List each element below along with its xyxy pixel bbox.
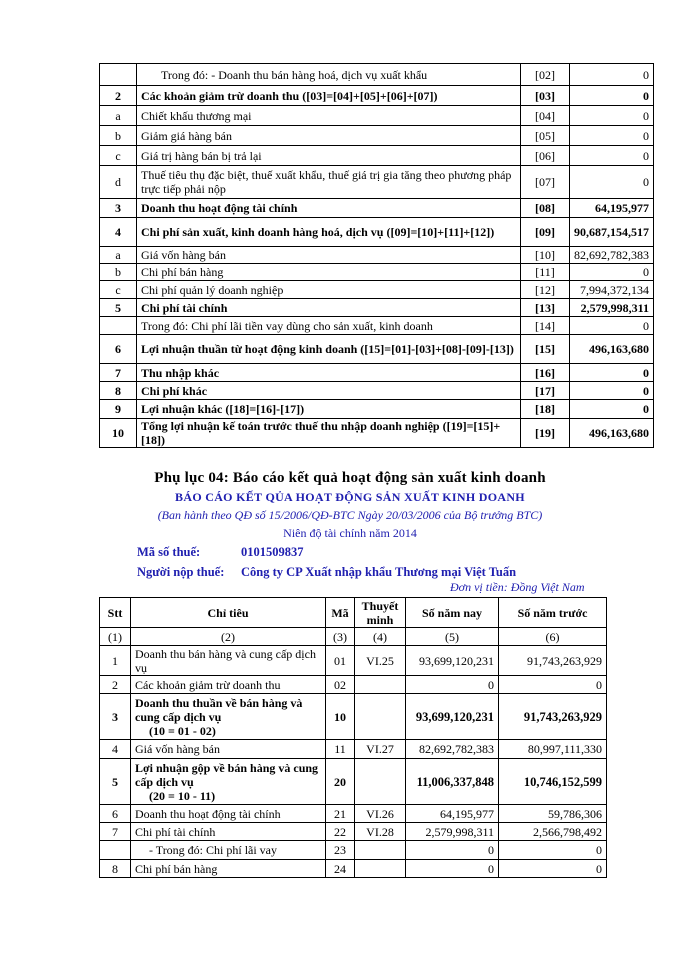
- row-code: [18]: [521, 400, 570, 419]
- row-note: [355, 694, 406, 740]
- row-description: Chi phí sản xuất, kinh doanh hàng hoá, dịch vụ ([09]=[10]+[11]+[12]): [137, 218, 521, 247]
- row-code: [05]: [521, 126, 570, 146]
- header-code: Mã: [326, 598, 355, 628]
- row-note: VI.26: [355, 805, 406, 823]
- table-row: [100, 694, 607, 740]
- row-code: [03]: [521, 86, 570, 106]
- row-description: Giá vốn hàng bán: [137, 247, 521, 264]
- row-number: [100, 64, 137, 86]
- currency-unit: Đơn vị tiền: Đồng Việt Nam: [450, 580, 585, 594]
- row-value: 0: [570, 166, 654, 199]
- row-item: [131, 694, 326, 740]
- index-code: (3): [326, 628, 355, 646]
- appendix-title: Phụ lục 04: Báo cáo kết quả hoạt động sản xuất kinh doanh: [154, 470, 546, 486]
- row-note: VI.25: [355, 646, 406, 676]
- income-statement-table: [99, 597, 607, 878]
- table-row: [100, 740, 607, 759]
- row-description: Giảm giá hàng bán: [137, 126, 521, 146]
- row-code: 22: [326, 823, 355, 841]
- table-row: [100, 382, 654, 400]
- row-number: b: [100, 126, 137, 146]
- row-item: Doanh thu hoạt động tài chính: [131, 805, 326, 823]
- row-this-year: 82,692,782,383: [406, 740, 499, 759]
- table-row: [100, 676, 607, 694]
- row-value: 496,163,680: [570, 419, 654, 448]
- table-row: [100, 281, 654, 299]
- row-value: 0: [570, 86, 654, 106]
- row-value: 64,195,977: [570, 199, 654, 218]
- table-row: [100, 841, 607, 860]
- row-item-formula: (10 = 01 - 02): [149, 723, 216, 738]
- row-number: 6: [100, 335, 137, 364]
- tax-return-table: [99, 63, 654, 448]
- row-note: VI.27: [355, 740, 406, 759]
- table-row: [100, 126, 654, 146]
- table-row: [100, 335, 654, 364]
- row-code: [06]: [521, 146, 570, 166]
- row-code: 10: [326, 694, 355, 740]
- row-number: [100, 317, 137, 335]
- row-last-year: 2,566,798,492: [499, 823, 607, 841]
- row-stt: [100, 841, 131, 860]
- row-last-year: 0: [499, 860, 607, 878]
- row-this-year: 0: [406, 676, 499, 694]
- row-description: Doanh thu hoạt động tài chính: [137, 199, 521, 218]
- row-last-year: 91,743,263,929: [499, 646, 607, 676]
- table-index-row: [100, 628, 607, 646]
- row-item: Giá vốn hàng bán: [131, 740, 326, 759]
- header-this-year: Số năm nay: [406, 598, 499, 628]
- row-description: Tổng lợi nhuận kế toán trước thuế thu nhập doanh nghiệp ([19]=[15]+[18]): [137, 419, 521, 448]
- row-number: 9: [100, 400, 137, 419]
- row-value: 0: [570, 264, 654, 281]
- row-code: 02: [326, 676, 355, 694]
- row-number: 4: [100, 218, 137, 247]
- table-header-row: [100, 598, 607, 628]
- table-row: [100, 166, 654, 199]
- table-row: [100, 364, 654, 382]
- table-row: [100, 247, 654, 264]
- row-stt: 6: [100, 805, 131, 823]
- row-description: Thu nhập khác: [137, 364, 521, 382]
- row-description: Chi phí khác: [137, 382, 521, 400]
- tax-code-label: Mã số thuế:: [137, 545, 201, 559]
- row-number: a: [100, 247, 137, 264]
- row-code: 24: [326, 860, 355, 878]
- row-note: [355, 860, 406, 878]
- row-last-year: 59,786,306: [499, 805, 607, 823]
- row-number: a: [100, 106, 137, 126]
- row-code: [16]: [521, 364, 570, 382]
- row-item-formula: (20 = 10 - 11): [149, 788, 216, 803]
- header-last-year: Số năm trước: [499, 598, 607, 628]
- row-last-year: 0: [499, 841, 607, 860]
- row-code: [12]: [521, 281, 570, 299]
- header-stt: Stt: [100, 598, 131, 628]
- row-code: 11: [326, 740, 355, 759]
- row-this-year: 64,195,977: [406, 805, 499, 823]
- row-code: 20: [326, 759, 355, 805]
- row-item: Chi phí bán hàng: [131, 860, 326, 878]
- report-title: BÁO CÁO KẾT QỦA HOẠT ĐỘNG SẢN XUẤT KINH DOANH: [175, 490, 525, 504]
- row-last-year: 0: [499, 676, 607, 694]
- taxpayer-value: Công ty CP Xuất nhập khẩu Thương mại Việt Tuấn: [241, 565, 517, 579]
- row-this-year: 93,699,120,231: [406, 694, 499, 740]
- row-number: d: [100, 166, 137, 199]
- row-code: [08]: [521, 199, 570, 218]
- row-code: 21: [326, 805, 355, 823]
- row-code: [04]: [521, 106, 570, 126]
- index-stt: (1): [100, 628, 131, 646]
- row-value: 2,579,998,311: [570, 299, 654, 317]
- row-this-year: 93,699,120,231: [406, 646, 499, 676]
- table-row: [100, 64, 654, 86]
- row-item: Chi phí tài chính: [131, 823, 326, 841]
- header-note: Thuyết minh: [355, 598, 406, 628]
- row-last-year: 91,743,263,929: [499, 694, 607, 740]
- table-row: [100, 86, 654, 106]
- row-note: [355, 759, 406, 805]
- row-stt: 2: [100, 676, 131, 694]
- index-this-year: (5): [406, 628, 499, 646]
- row-item: [131, 759, 326, 805]
- row-description: Các khoản giảm trừ doanh thu ([03]=[04]+[05]+[06]+[07]): [137, 86, 521, 106]
- row-this-year: 2,579,998,311: [406, 823, 499, 841]
- row-value: 0: [570, 364, 654, 382]
- row-code: 23: [326, 841, 355, 860]
- row-value: 7,994,372,134: [570, 281, 654, 299]
- row-number: 8: [100, 382, 137, 400]
- row-number: c: [100, 146, 137, 166]
- row-note: [355, 841, 406, 860]
- row-last-year: 10,746,152,599: [499, 759, 607, 805]
- table-row: [100, 299, 654, 317]
- table-row: [100, 317, 654, 335]
- row-number: c: [100, 281, 137, 299]
- row-number: 3: [100, 199, 137, 218]
- row-code: [09]: [521, 218, 570, 247]
- row-code: [02]: [521, 64, 570, 86]
- table-row: [100, 106, 654, 126]
- row-value: 496,163,680: [570, 335, 654, 364]
- table-row: [100, 646, 607, 676]
- row-description: Chiết khấu thương mại: [137, 106, 521, 126]
- table-row: [100, 805, 607, 823]
- decree-note: (Ban hành theo QĐ số 15/2006/QĐ-BTC Ngày 20/03/2006 của Bộ trưởng BTC): [157, 508, 543, 522]
- table-row: [100, 419, 654, 448]
- row-item: - Trong đó: Chi phí lãi vay: [131, 841, 326, 860]
- row-value: 0: [570, 317, 654, 335]
- row-description: Chi phí tài chính: [137, 299, 521, 317]
- header-item: Chỉ tiêu: [131, 598, 326, 628]
- table-row: [100, 146, 654, 166]
- row-value: 0: [570, 382, 654, 400]
- row-description: Giá trị hàng bán bị trả lại: [137, 146, 521, 166]
- table-row: [100, 218, 654, 247]
- taxpayer-label: Người nộp thuế:: [137, 565, 225, 579]
- row-description: Chi phí quản lý doanh nghiệp: [137, 281, 521, 299]
- row-description: Trong đó: - Doanh thu bán hàng hoá, dịch vụ xuất khẩu: [137, 64, 521, 86]
- row-code: [17]: [521, 382, 570, 400]
- row-value: 82,692,782,383: [570, 247, 654, 264]
- row-this-year: 0: [406, 860, 499, 878]
- row-description: Lợi nhuận thuần từ hoạt động kinh doanh ([15]=[01]-[03]+[08]-[09]-[13]): [137, 335, 521, 364]
- row-note: VI.28: [355, 823, 406, 841]
- row-item: Doanh thu bán hàng và cung cấp dịch vụ: [131, 646, 326, 676]
- row-description: Chi phí bán hàng: [137, 264, 521, 281]
- row-note: [355, 676, 406, 694]
- table-row: [100, 199, 654, 218]
- row-description: Lợi nhuận khác ([18]=[16]-[17]): [137, 400, 521, 419]
- table-row: [100, 400, 654, 419]
- table-row: [100, 823, 607, 841]
- row-value: 0: [570, 400, 654, 419]
- row-stt: 3: [100, 694, 131, 740]
- row-item: Các khoản giảm trừ doanh thu: [131, 676, 326, 694]
- index-note: (4): [355, 628, 406, 646]
- row-this-year: 11,006,337,848: [406, 759, 499, 805]
- table-row: [100, 264, 654, 281]
- row-value: 0: [570, 146, 654, 166]
- row-stt: 8: [100, 860, 131, 878]
- row-stt: 7: [100, 823, 131, 841]
- row-code: 01: [326, 646, 355, 676]
- row-code: [07]: [521, 166, 570, 199]
- row-description: Trong đó: Chi phí lãi tiền vay dùng cho sản xuất, kinh doanh: [137, 317, 521, 335]
- row-code: [14]: [521, 317, 570, 335]
- row-number: 2: [100, 86, 137, 106]
- row-code: [15]: [521, 335, 570, 364]
- row-value: 0: [570, 126, 654, 146]
- row-number: 5: [100, 299, 137, 317]
- fiscal-year: Niên độ tài chính năm 2014: [283, 526, 417, 540]
- table-row: [100, 759, 607, 805]
- row-stt: 4: [100, 740, 131, 759]
- row-number: 7: [100, 364, 137, 382]
- row-item-text: Doanh thu thuần về bán hàng và cung cấp dịch vụ: [135, 695, 303, 724]
- tax-code-value: 0101509837: [241, 545, 304, 559]
- row-last-year: 80,997,111,330: [499, 740, 607, 759]
- row-code: [10]: [521, 247, 570, 264]
- table-row: [100, 860, 607, 878]
- row-value: 90,687,154,517: [570, 218, 654, 247]
- row-number: b: [100, 264, 137, 281]
- row-code: [13]: [521, 299, 570, 317]
- row-value: 0: [570, 106, 654, 126]
- index-item: (2): [131, 628, 326, 646]
- index-last-year: (6): [499, 628, 607, 646]
- row-description: Thuế tiêu thụ đặc biệt, thuế xuất khẩu, thuế giá trị gia tăng theo phương pháp trực tiếp phải nộp: [137, 166, 521, 199]
- row-item-text: Lợi nhuận gộp về bán hàng và cung cấp dịch vụ: [135, 760, 319, 789]
- row-stt: 1: [100, 646, 131, 676]
- row-this-year: 0: [406, 841, 499, 860]
- row-code: [11]: [521, 264, 570, 281]
- row-value: 0: [570, 64, 654, 86]
- row-number: 10: [100, 419, 137, 448]
- row-code: [19]: [521, 419, 570, 448]
- row-stt: 5: [100, 759, 131, 805]
